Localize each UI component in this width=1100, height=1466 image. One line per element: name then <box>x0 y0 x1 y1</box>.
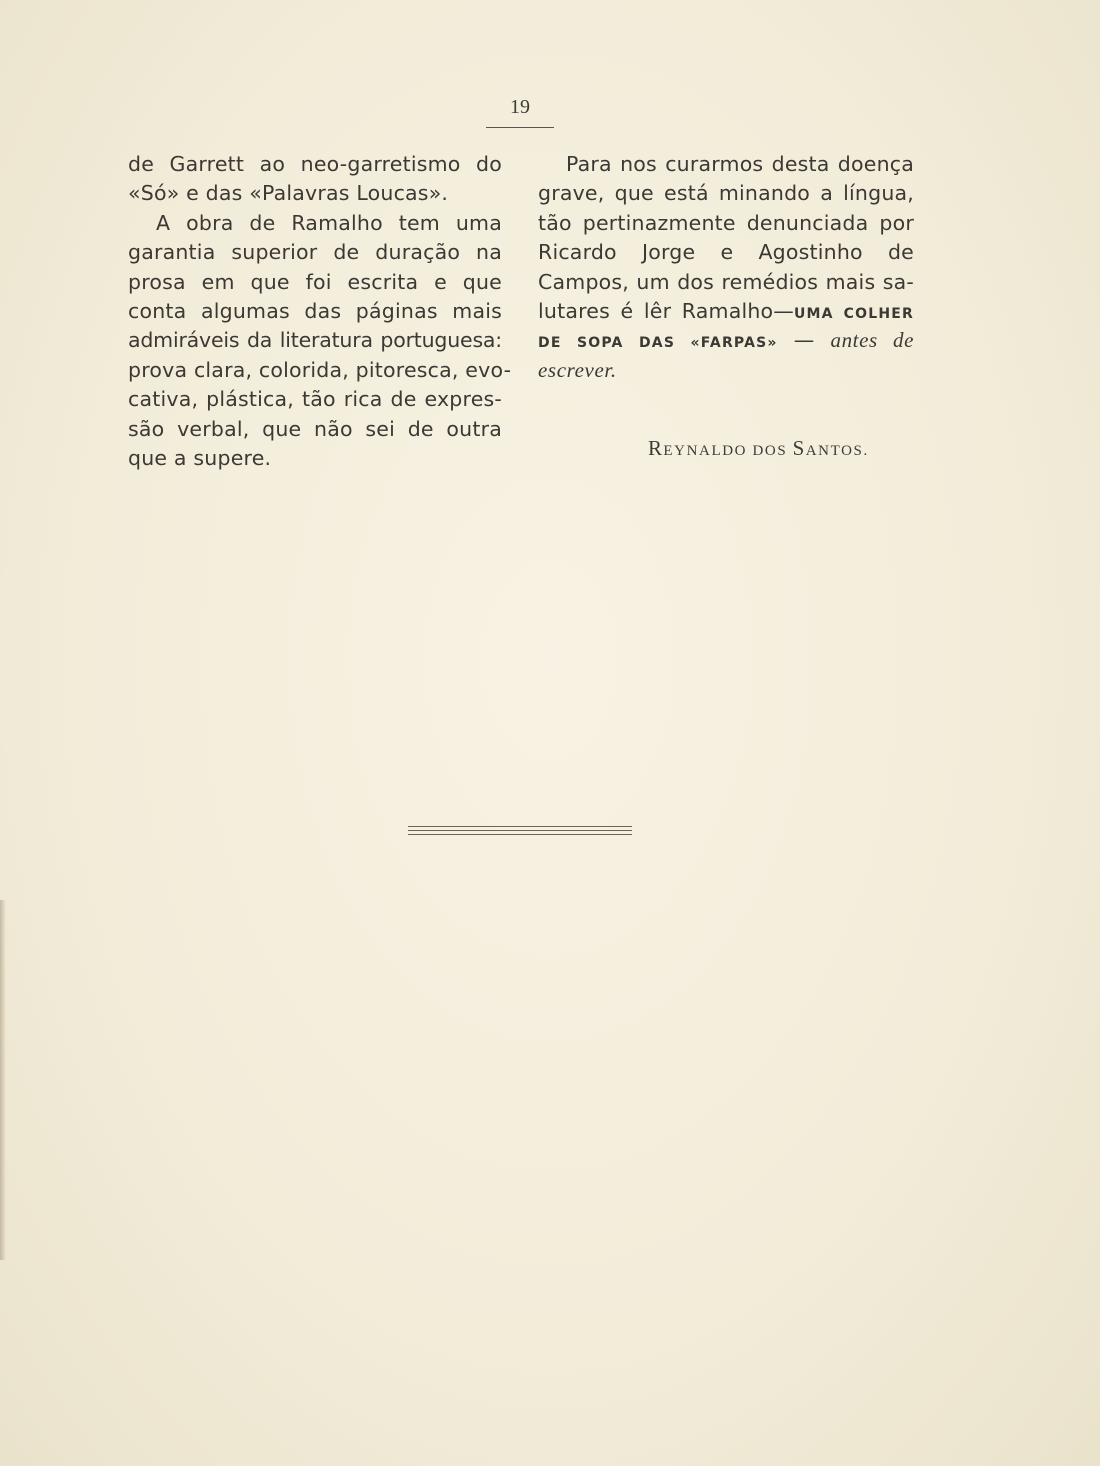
text-line: que a supere. <box>128 445 272 470</box>
signature-cap: R <box>648 436 664 460</box>
text-line: são verbal, que não sei de outra <box>128 416 502 441</box>
italic-run: escrever. <box>538 357 617 382</box>
ornament-line <box>408 830 632 831</box>
dash-run: — <box>777 328 831 353</box>
text-line: prosa em que foi escrita e que <box>128 269 502 294</box>
text-line: A obra de Ramalho tem uma <box>156 210 502 235</box>
text-line: prova clara, colorida, pitoresca, evo- <box>128 357 512 382</box>
text-line-mixed <box>538 297 914 326</box>
signature-small: ANTOS. <box>805 443 869 459</box>
text-line: admiráveis da literatura portuguesa: <box>128 328 502 353</box>
right-column <box>538 150 914 385</box>
text-line: tão pertinazmente denunciada por <box>538 210 914 235</box>
text-line-mixed <box>538 326 914 355</box>
ornament-line <box>408 834 632 835</box>
page-number-rule <box>486 127 554 128</box>
text-line: de Garrett ao neo-garretismo do <box>128 152 502 176</box>
text-line: Campos, um dos remédios mais sa- <box>538 269 914 294</box>
small-caps-run: UMA COLHER <box>793 305 914 322</box>
end-ornament-rule <box>408 826 632 836</box>
page-number: 19 <box>510 96 530 118</box>
text-line: Para nos curarmos desta doença <box>566 152 914 176</box>
italic-run: antes de <box>830 328 914 353</box>
text-run: lutares é lêr Ramalho— <box>538 298 794 323</box>
ornament-line <box>408 826 632 827</box>
author-signature <box>648 436 869 461</box>
left-column <box>128 150 512 473</box>
text-line: garantia superior de duração na <box>128 240 502 265</box>
text-line: conta algumas das páginas mais <box>128 298 502 323</box>
page-edge-shadow <box>0 900 6 1260</box>
text-line: Ricardo Jorge e Agostinho de <box>538 240 914 265</box>
text-line: grave, que está minando a língua, <box>538 181 914 206</box>
text-line: cativa, plástica, tão rica de expres- <box>128 387 502 412</box>
text-line: «Só» e das «Palavras Loucas». <box>128 181 449 206</box>
signature-small: EYNALDO DOS <box>663 443 793 459</box>
text-line-mixed <box>538 356 914 385</box>
signature-cap: S <box>792 436 806 460</box>
small-caps-run: DE SOPA DAS «FARPAS» <box>538 335 778 352</box>
